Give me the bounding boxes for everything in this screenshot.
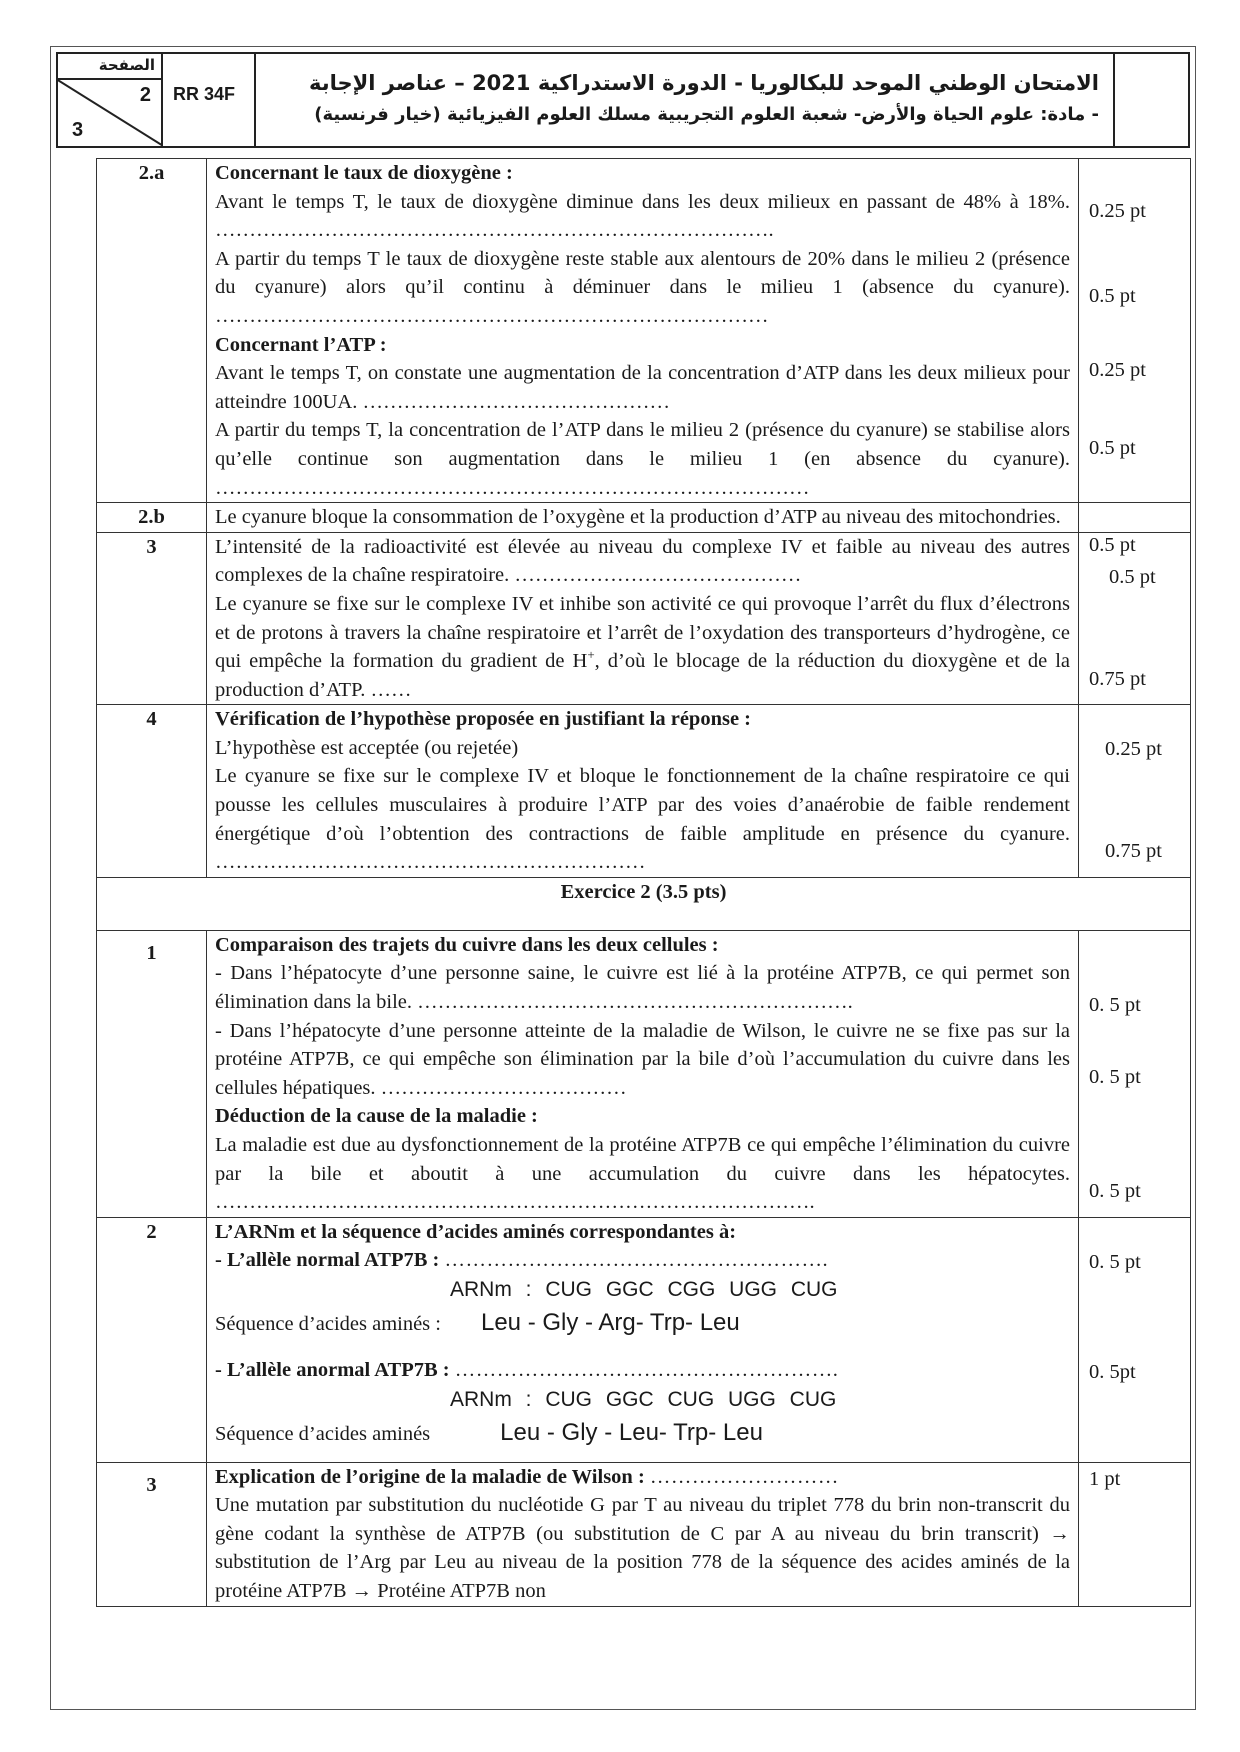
arnm-sequence: CUG GGC CUG UGG CUG (545, 1387, 837, 1411)
spacer (215, 1342, 1070, 1356)
answer-paragraph: L’intensité de la radioactivité est élevée au niveau du complexe IV et faible au niveau des autres complexes de la chaîne respiratoire. …………………………………… (215, 535, 1070, 587)
header-blank-cell (1115, 54, 1188, 146)
question-number: 4 (97, 705, 207, 878)
points-value: 0.25 pt (1105, 738, 1162, 761)
aa-normal (215, 1305, 1070, 1342)
answer-text (207, 705, 1079, 878)
dotted-leader: ………………………………………………. (444, 1249, 829, 1272)
answer-paragraph: Une mutation par substitution du nucléotide G par T au niveau du triplet 778 du brin non-transcrit du gène codant la synthèse de ATP7B (ou substitution de C par A au niveau du brin transcrit) → substitution de l’Arg par Leu au niveau de la position 778 de la séquence des acides aminés de la protéine ATP7B → Protéine ATP7B non (215, 1494, 1070, 1602)
answer-paragraph: L’hypothèse est acceptée (ou rejetée) (215, 736, 519, 759)
exam-code: RR 34F (163, 54, 256, 146)
answer-text (207, 930, 1079, 1217)
answer-paragraph: Avant le temps T, le taux de dioxygène diminue dans les deux milieux en passant de 48% à 18%. ………………………………………………………………………. (215, 190, 1070, 242)
points-value: 0.5 pt (1089, 534, 1136, 557)
points-value: 0.75 pt (1089, 667, 1146, 690)
answer-heading: Concernant le taux de dioxygène : (215, 162, 513, 184)
points-cell (1079, 1217, 1191, 1462)
answer-paragraph: - Dans l’hépatocyte d’une personne atteinte de la maladie de Wilson, le cuivre ne se fixe pas sur la protéine ATP7B, ce qui empêche son élimination par la bile d’où l’accumulation du cuivre dans les cellules hépatiques. ……………………………… (215, 1019, 1070, 1099)
answer-paragraph: La maladie est due au dysfonctionnement de la protéine ATP7B ce qui empêche l’élimination du cuivre par la bile et aboutit à une accumulation du cuivre dans les hépatocytes. ……………………………………………………………………………. (215, 1134, 1070, 1214)
answer-text (207, 503, 1079, 533)
table-row (97, 930, 1191, 1217)
table-row (97, 1217, 1191, 1462)
answer-text (207, 1217, 1079, 1462)
answer-heading: Concernant l’ATP : (215, 333, 387, 356)
answer-text (207, 1462, 1079, 1606)
aa-label: Séquence d’acides aminés : (215, 1312, 441, 1335)
answer-paragraph: - Dans l’hépatocyte d’une personne saine, le cuivre est lié à la protéine ATP7B, ce qui permet son élimination dans la bile. ………………………………………………………. (215, 962, 1070, 1014)
exam-title-line1: الامتحان الوطني الموحد للبكالوريا - الدورة الاستدراكية 2021 – عناصر الإجابة (308, 71, 1099, 95)
allele-abnormal-label: - L’allèle anormal ATP7B : (215, 1358, 450, 1381)
answer-text (207, 532, 1079, 705)
answer-heading: Explication de l’origine de la maladie de Wilson : (215, 1465, 645, 1488)
answer-paragraph: Le cyanure se fixe sur le complexe IV et bloque le fonctionnement de la chaîne respiratoire ce qui pousse les cellules musculaires à produire l’ATP par des voies d’anaérobie de faible rendement énergétique d’où l’obtention des contractions de faible amplitude en présence du cyanure. ……………………………………………………… (215, 765, 1070, 874)
allele-normal-line (215, 1246, 1070, 1275)
arnm-label: ARNm : (450, 1387, 532, 1411)
points-cell (1079, 1462, 1191, 1606)
question-number: 3 (97, 532, 207, 705)
points-value: 0.5 pt (1109, 565, 1156, 588)
points-value: 0.5 pt (1089, 437, 1136, 459)
points-value: 0. 5 pt (1089, 1250, 1141, 1273)
table-row (97, 532, 1191, 705)
answer-text-part: Le cyanure se fixe sur le complexe IV et inhibe son activité ce qui provoque l’arrêt du flux d’électrons et de protons à travers la chaîne respiratoire et l’arrêt de l’oxydation des transporteurs d’hydrogène, ce qui empêche la formation du gradient de H (215, 592, 1070, 673)
page-box-divider (58, 78, 161, 80)
aa-label: Séquence d’acides aminés (215, 1422, 431, 1445)
question-number: 2.b (97, 503, 207, 533)
question-number: 2 (97, 1217, 207, 1462)
points-value: 0. 5pt (1089, 1360, 1136, 1383)
arnm-label: ARNm : (450, 1277, 532, 1301)
dotted-leader: ………………………………………………. (454, 1358, 839, 1381)
superscript: + (587, 647, 595, 663)
arnm-sequence: CUG GGC CGG UGG CUG (545, 1277, 838, 1301)
answer-text (207, 159, 1079, 503)
exam-title (256, 54, 1115, 146)
answer-paragraph: A partir du temps T le taux de dioxygène reste stable aux alentours de 20% dans le milieu 2 (présence du cyanure) alors qu’il continu à déminuer dans le milieu 1 (absence du cyanure). ……………………………………………………………………… (215, 247, 1070, 327)
table-row (97, 1462, 1191, 1606)
answer-text-part: , d’où le blocage de la réduction du dioxygène et de la production d’ATP. …… (215, 650, 1070, 701)
answer-paragraph: A partir du temps T, la concentration de l’ATP dans le milieu 2 (présence du cyanure) se stabilise alors qu’elle continue son augmentation dans le milieu 1 (en absence du cyanure). …………………………………………………………………………… (215, 419, 1070, 499)
page-number: 2 (139, 84, 151, 106)
allele-abnormal-line (215, 1356, 1070, 1385)
dotted-leader: ……………………… (649, 1465, 839, 1488)
question-number: 2.a (97, 159, 207, 503)
answer-heading: Déduction de la cause de la maladie : (215, 1105, 538, 1128)
question-number: 3 (97, 1462, 207, 1606)
points-value: 0.5 pt (1089, 285, 1136, 307)
table-row (97, 159, 1191, 503)
points-value: 0.75 pt (1105, 840, 1162, 863)
aa-sequence: Leu - Gly - Leu- Trp- Leu (500, 1418, 763, 1446)
aa-abnormal (215, 1415, 1070, 1462)
aa-sequence: Leu - Gly - Arg- Trp- Leu (480, 1308, 740, 1336)
table-row (97, 705, 1191, 878)
answer-heading: Comparaison des trajets du cuivre dans les deux cellules : (215, 933, 719, 956)
exercise-title: Exercice 2 (3.5 pts) (97, 877, 1191, 930)
points-cell (1079, 532, 1191, 705)
points-value: 0. 5 pt (1089, 993, 1141, 1016)
points-value: 0. 5 pt (1089, 1179, 1141, 1202)
answer-paragraph: Le cyanure bloque la consommation de l’oxygène et la production d’ATP au niveau des mitochondries. (215, 506, 1061, 529)
table-row (97, 503, 1191, 533)
points-cell (1079, 503, 1191, 557)
document-header (56, 52, 1190, 148)
page-total: 3 (72, 119, 84, 141)
points-value: 0.25 pt (1089, 200, 1146, 222)
answer-heading: Vérification de l’hypothèse proposée en justifiant la réponse : (215, 708, 752, 731)
arnm-normal (450, 1275, 1070, 1305)
question-number: 1 (97, 930, 207, 1217)
exam-title-line2: - مادة: علوم الحياة والأرض- شعبة العلوم التجريبية مسلك العلوم الفيزيائية (خيار فرنسية) (314, 104, 1099, 125)
answers-table (96, 158, 1191, 1607)
arnm-abnormal (450, 1385, 1070, 1415)
page-label: الصفحة (98, 56, 155, 74)
points-cell (1079, 930, 1191, 1217)
section-row (97, 877, 1191, 930)
points-cell (1079, 159, 1191, 503)
page-number-box (58, 54, 163, 146)
points-value: 1 pt (1089, 1467, 1121, 1490)
points-value: 0.25 pt (1089, 359, 1146, 381)
answer-paragraph (215, 590, 1070, 704)
points-value: 0. 5 pt (1089, 1065, 1141, 1088)
answer-heading-line (215, 1463, 1070, 1492)
answer-heading: L’ARNm et la séquence d’acides aminés correspondantes à: (215, 1220, 737, 1243)
answer-paragraph: Avant le temps T, on constate une augmentation de la concentration d’ATP dans les deux milieux pour atteindre 100UA. ……………………………………… (215, 362, 1070, 413)
allele-normal-label: - L’allèle normal ATP7B : (215, 1249, 440, 1272)
points-cell (1079, 705, 1191, 878)
